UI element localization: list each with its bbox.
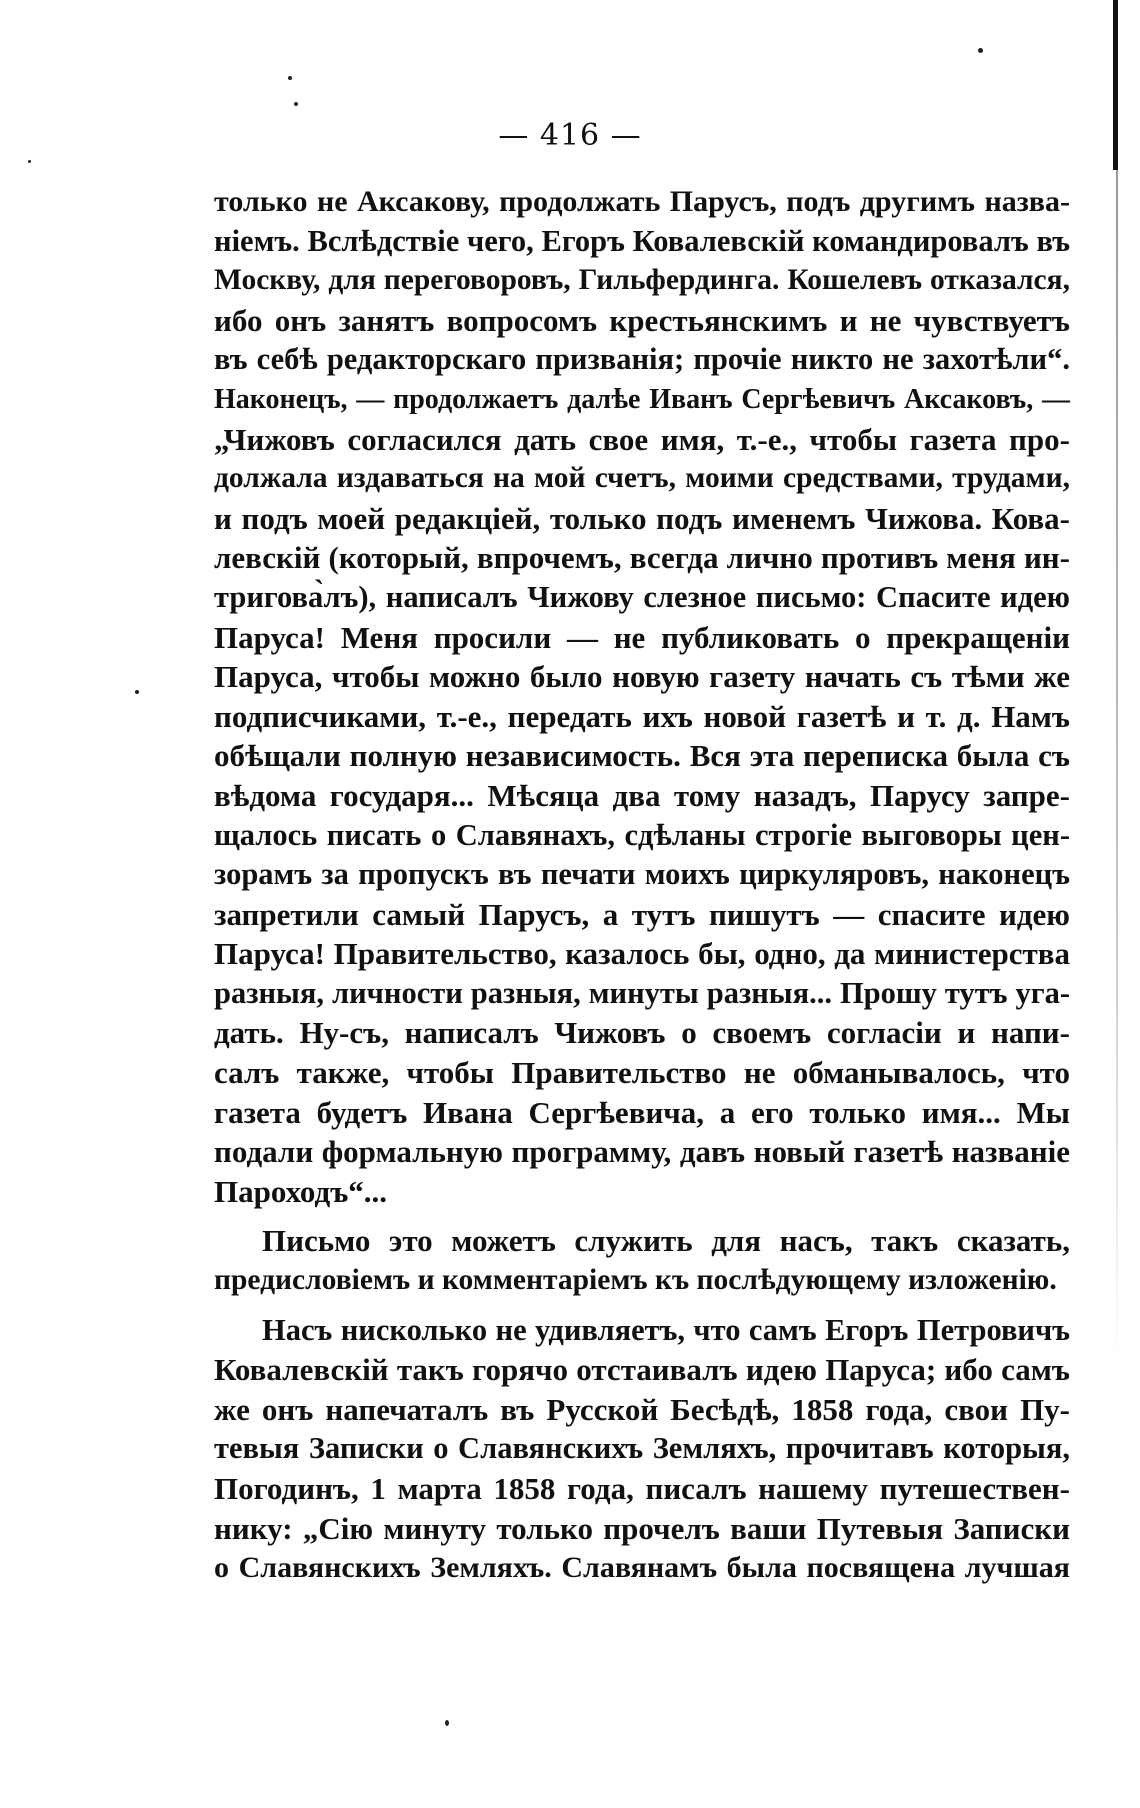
scan-speck <box>294 102 298 106</box>
text-line: въ себѣ редакторскаго призванія; прочіе никто не захотѣли“. <box>214 342 1070 377</box>
text-line: вѣдома государя... Мѣсяца два тому назадъ, Парусу запре- <box>214 777 1070 813</box>
text-line: тригова̀лъ), написалъ Чижову слезное письмо: Спасите идею <box>214 579 1070 614</box>
text-line: предисловіемъ и комментаріемъ къ послѣдующему изложенію. <box>214 1264 1057 1297</box>
text-line: ибо онъ занятъ вопросомъ крестьянскимъ и не чувствуетъ <box>214 302 1070 338</box>
page-number: — 416 — <box>498 118 642 153</box>
text-line: о Славянскихъ Земляхъ. Славянамъ была посвящена лучшая <box>214 1551 1070 1585</box>
text-line: запретили самый Парусъ, а тутъ пишутъ — спасите идею <box>214 896 1070 932</box>
text-line: обѣщали полную независимость. Вся эта переписка была съ <box>214 738 1070 774</box>
text-line: Паруса! Правительство, казалось бы, одно, да министерства <box>214 936 1070 972</box>
text-line: Ковалевскій такъ горячо отстаивалъ идею Паруса; ибо самъ <box>214 1352 1070 1388</box>
text-line: подписчиками, т.-е., передать ихъ новой газетѣ и т. д. Намъ <box>214 698 1070 734</box>
paragraph-gap <box>214 1211 1070 1221</box>
text-line: Насъ нисколько не удивляетъ, что самъ Егоръ Петровичъ <box>262 1312 1070 1347</box>
text-line: должала издаваться на мой счетъ, моими средствами, трудами, <box>214 462 1070 495</box>
text-line: и подъ моей редакціей, только подъ именемъ Чижова. Кова- <box>214 500 1070 536</box>
text-line: дать. Ну-съ, написалъ Чижовъ о своемъ согласіи и напи- <box>214 1015 1070 1051</box>
paragraph-gap <box>214 1301 1070 1311</box>
text-line: разныя, личности разныя, минуты разныя... Прошу тутъ уга- <box>214 975 1070 1010</box>
text-line: Наконецъ, — продолжаетъ далѣе Иванъ Сергѣевичъ Аксаковъ, — <box>214 383 1070 415</box>
text-line: Пароходъ“... <box>214 1173 388 1209</box>
page-edge-shadow <box>1116 170 1118 1370</box>
text-line: нику: „Сію минуту только прочелъ ваши Путевыя Записки <box>214 1510 1070 1546</box>
scan-speck <box>445 1720 449 1726</box>
text-line: левскій (который, впрочемъ, всегда лично противъ меня ин- <box>214 540 1070 576</box>
text-line: зорамъ за пропускъ въ печати моихъ циркуляровъ, наконецъ <box>214 857 1070 892</box>
text-line: „Чижовъ согласился дать свое имя, т.-е., чтобы газета про- <box>214 421 1070 457</box>
text-line: газета будетъ Ивана Сергѣевича, а его только имя... Мы <box>214 1094 1070 1130</box>
text-line: Паруса, чтобы можно было новую газету начать съ тѣми же <box>214 659 1070 695</box>
body-text <box>214 182 1070 1588</box>
text-line: ніемъ. Вслѣдствіе чего, Егоръ Ковалевскій командировалъ въ <box>214 223 1070 258</box>
text-line: Погодинъ, 1 марта 1858 года, писалъ нашему путешествен- <box>214 1471 1070 1506</box>
text-line: салъ также, чтобы Правительство не обманывалось, что <box>214 1055 1070 1091</box>
text-line: Письмо это можетъ служить для насъ, такъ сказать, <box>262 1223 1070 1259</box>
text-line: же онъ напечаталъ въ Русской Бесѣдѣ, 1858 года, свои Пу- <box>214 1391 1070 1427</box>
scan-speck <box>28 160 31 163</box>
scan-speck <box>288 76 292 80</box>
text-line: подали формальную программу, давъ новый газетѣ названіе <box>214 1134 1070 1170</box>
text-line: Москву, для переговоровъ, Гильфердинга. Кошелевъ отказался, <box>214 264 1070 297</box>
scan-speck <box>978 48 983 53</box>
text-line: щалось писать о Славянахъ, сдѣланы строгіе выговоры цен- <box>214 817 1070 852</box>
text-line: Паруса! Меня просили — не публиковать о прекращеніи <box>214 619 1070 655</box>
text-line: тевыя Записки о Славянскихъ Земляхъ, прочитавъ которыя, <box>214 1431 1070 1466</box>
scan-speck <box>135 690 139 694</box>
text-line: только не Аксакову, продолжать Парусъ, подъ другимъ назва- <box>214 185 1070 218</box>
